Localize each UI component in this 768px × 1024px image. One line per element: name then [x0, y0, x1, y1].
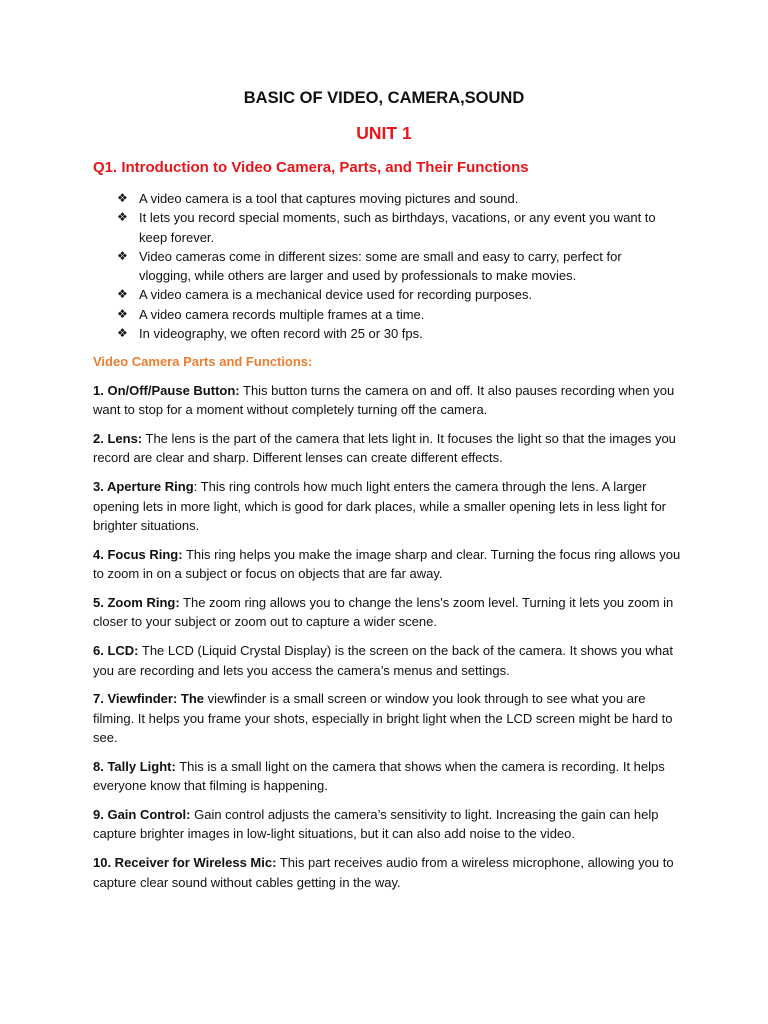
part-label: 4. Focus Ring:	[93, 546, 183, 562]
list-item	[117, 285, 677, 304]
part-description: This ring helps you make the image sharp and clear. Turning the focus ring allows you to zoom in on a subject or focus on objects that are far away.	[93, 546, 681, 582]
parts-subheading: Video Camera Parts and Functions:	[93, 354, 313, 369]
part-label: 1. On/Off/Pause Button:	[93, 383, 240, 398]
bullet-text: A video camera is a mechanical device used for recording purposes.	[139, 287, 533, 303]
part-paragraph-tally-light	[93, 757, 683, 796]
part-label: 3. Aperture Ring	[93, 479, 194, 495]
part-description: The LCD (Liquid Crystal Display) is the screen on the back of the camera. It shows you what you are recording and lets you access the camera’s menus and settings.	[93, 643, 673, 678]
part-paragraph-aperture-ring	[93, 477, 683, 535]
list-item	[117, 189, 677, 208]
part-description: This is a small light on the camera that shows when the camera is recording. It helps everyone know that filming is happening.	[93, 758, 665, 794]
list-item	[117, 324, 677, 343]
part-description: : This ring controls how much light enters the camera through the lens. A larger opening lets in more light, which is good for dark places, while a smaller opening lets in less light for brighter situations.	[93, 479, 667, 533]
part-description: This part receives audio from a wireless microphone, allowing you to capture clear sound without cables getting in the way.	[93, 855, 674, 890]
part-paragraph-zoom-ring	[93, 593, 683, 632]
bullet-text: It lets you record special moments, such as birthdays, vacations, or any event you want to keep forever.	[139, 210, 656, 245]
bullet-text: In videography, we often record with 25 or 30 fps.	[139, 326, 423, 342]
part-label: 5. Zoom Ring:	[93, 595, 180, 611]
diamond-bullet-icon: ❖	[117, 191, 128, 205]
part-label: 10. Receiver for Wireless Mic:	[93, 855, 277, 871]
bullet-text: Video cameras come in different sizes: some are small and easy to carry, perfect for vlogging, while others are larger and used by professionals to make movies.	[139, 248, 622, 284]
part-label: 6. LCD:	[93, 643, 139, 659]
part-description: The lens is the part of the camera that lets light in. It focuses the light so that the images you record are clear and sharp. Different lenses can create different effects.	[93, 431, 676, 466]
diamond-bullet-icon: ❖	[117, 287, 128, 302]
list-item	[117, 305, 677, 324]
bullet-text: A video camera is a tool that captures moving pictures and sound.	[139, 191, 519, 206]
parts-list	[93, 381, 683, 901]
part-paragraph-focus-ring	[93, 545, 683, 584]
question-heading: Q1. Introduction to Video Camera, Parts, and Their Functions	[93, 159, 529, 176]
list-item	[117, 208, 677, 247]
intro-bullet-list	[117, 189, 677, 343]
part-paragraph-wireless-mic-receiver	[93, 853, 683, 892]
part-paragraph-lcd	[93, 641, 683, 680]
part-description: viewfinder is a small screen or window you look through to see what you are filming. It helps you frame your shots, especially in bright light when the LCD screen might be hard to see.	[93, 691, 673, 746]
part-paragraph-viewfinder	[93, 689, 683, 747]
bullet-text: A video camera records multiple frames at a time.	[139, 306, 425, 322]
part-label: 8. Tally Light:	[93, 758, 176, 774]
part-label: 9. Gain Control:	[93, 807, 191, 823]
part-label: 2. Lens:	[93, 431, 143, 447]
part-label: 7. Viewfinder: The	[93, 691, 205, 707]
part-paragraph-gain-control	[93, 805, 683, 844]
part-description: This button turns the camera on and off. It also pauses recording when you want to stop for a moment without completely turning off the camera.	[93, 383, 675, 418]
list-item	[117, 247, 677, 286]
part-paragraph-lens	[93, 429, 683, 468]
part-description: Gain control adjusts the camera’s sensitivity to light. Increasing the gain can help capture brighter images in low-light situations, but it can also add noise to the video.	[93, 807, 659, 842]
part-paragraph-on-off-pause	[93, 381, 683, 420]
diamond-bullet-icon: ❖	[117, 326, 128, 341]
diamond-bullet-icon: ❖	[117, 306, 128, 321]
diamond-bullet-icon: ❖	[117, 248, 128, 263]
diamond-bullet-icon: ❖	[117, 210, 128, 225]
document-title: BASIC OF VIDEO, CAMERA,SOUND	[243, 89, 525, 107]
part-description: The zoom ring allows you to change the lens's zoom level. Turning it lets you zoom in closer to your subject or zoom out to capture a wider scene.	[93, 595, 674, 630]
unit-heading: UNIT 1	[356, 123, 412, 143]
